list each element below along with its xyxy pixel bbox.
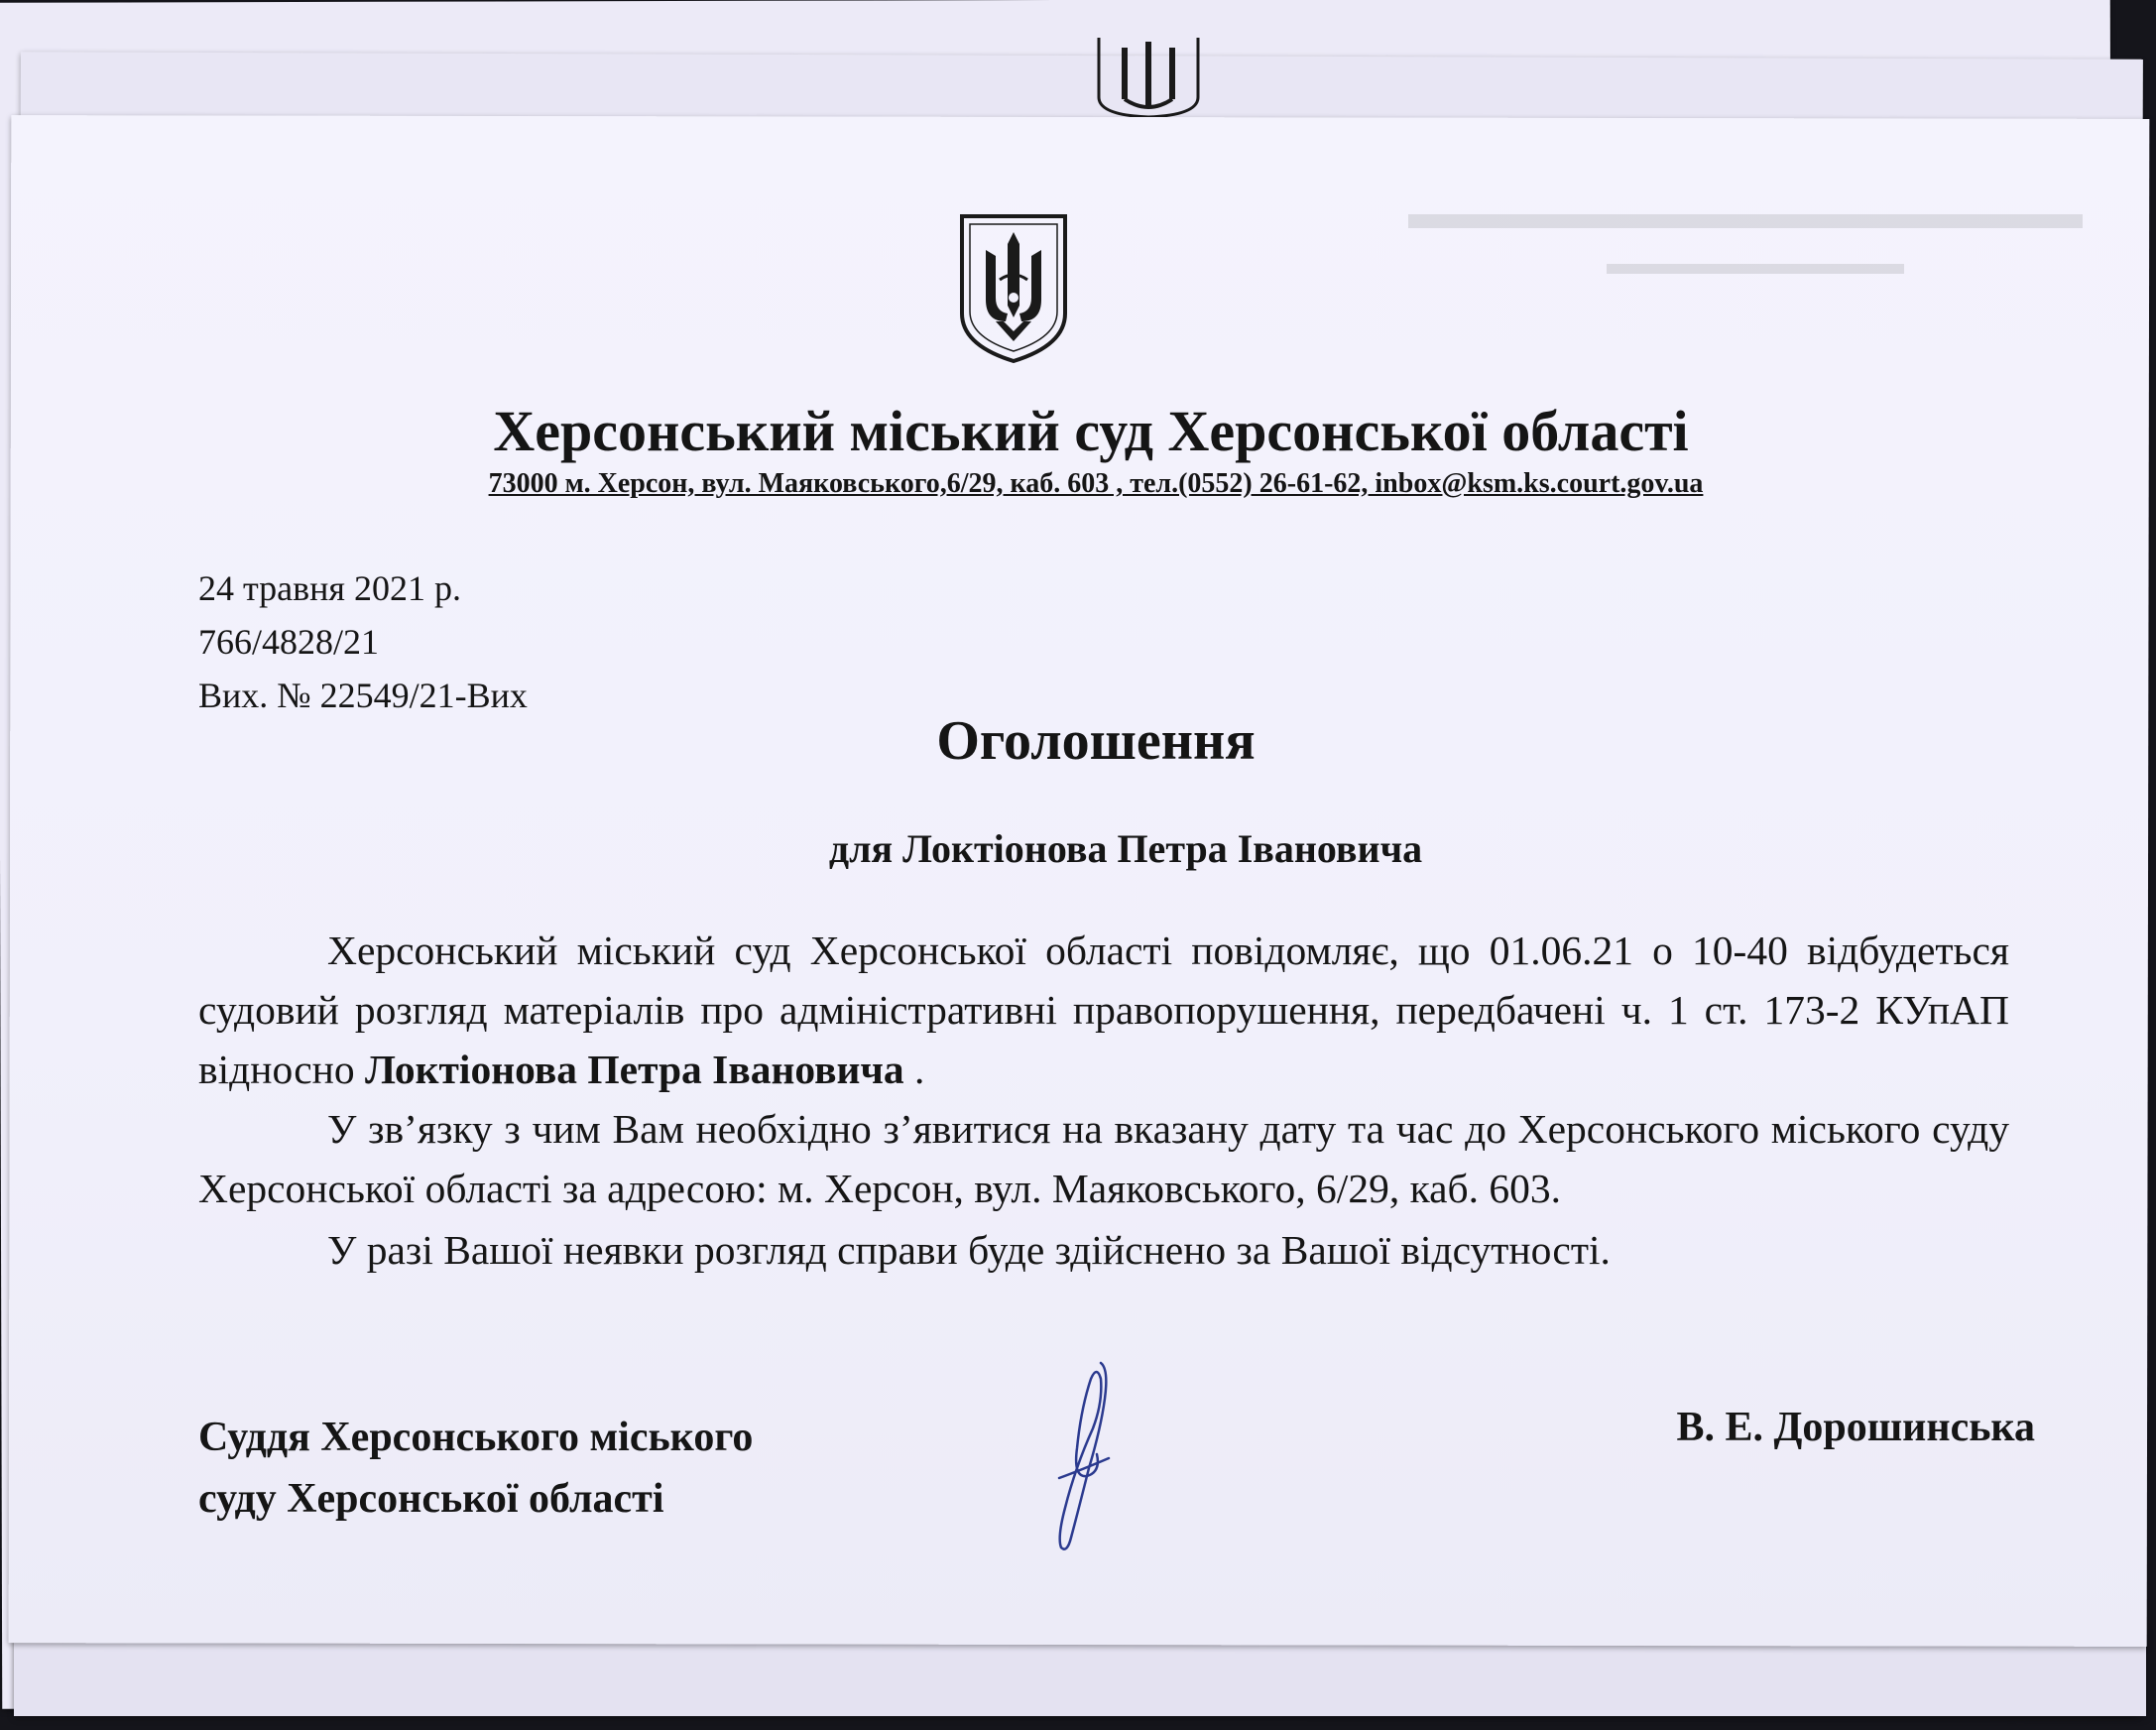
- paragraph-appearance: У зв’язку з чим Вам необхідно з’явитися на вказану дату та час до Херсонського міського суду Херсонської області за адресою: м. Херсон, вул. Маяковського, 6/29, каб. 603.: [198, 1106, 2009, 1211]
- paragraph-hearing: [198, 921, 2009, 1099]
- signer-role: [198, 1407, 753, 1530]
- paragraph-hearing-end: .: [903, 1047, 925, 1092]
- defendant-name: Локтіонова Петра Івановича: [365, 1047, 904, 1092]
- case-number: 766/4828/21: [198, 622, 380, 662]
- signer-role-line-1: Суддя Херсонського міського: [198, 1415, 754, 1460]
- outgoing-number: Вих. № 22549/21-Вих: [198, 676, 528, 715]
- document-meta: [198, 561, 528, 722]
- ukraine-trident-emblem-icon: [956, 210, 1071, 365]
- document-date: 24 травня 2021 р.: [198, 568, 461, 608]
- handwritten-signature: [1031, 1359, 1131, 1557]
- court-address: 73000 м. Херсон, вул. Маяковського,6/29, каб. 603 , тел.(0552) 26-61-62, inbox@ksm.ks.court.gov.ua: [488, 468, 1704, 499]
- addressee: для Локтіонова Петра Івановича: [828, 826, 1423, 871]
- notice-body: [198, 921, 2009, 1280]
- document-title: Оголошення: [936, 710, 1256, 772]
- signer-name: В. Е. Дорошинська: [1676, 1405, 2035, 1450]
- signer-role-line-2: суду Херсонської області: [198, 1476, 664, 1522]
- paragraph-absence: У разі Вашої неявки розгляд справи буде здійснено за Вашої відсутності.: [327, 1227, 1611, 1273]
- paragraph-hearing-text: Херсонський міський суд Херсонської області повідомляє, що 01.06.21 о 10-40 відбудеться судовий розгляд матеріалів про адміністративні правопорушення, передбачені ч. 1 ст. 173-2 КУпАП відносно: [198, 927, 2009, 1092]
- court-name: Херсонський міський суд Херсонської області: [493, 399, 1689, 463]
